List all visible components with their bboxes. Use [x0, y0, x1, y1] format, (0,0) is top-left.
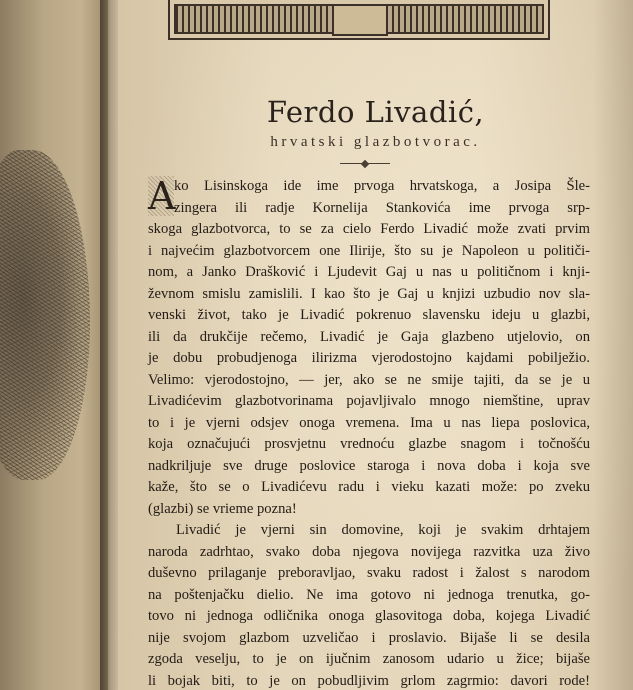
text-line: to i je vjerni odsjev onoga vremena. Ima u nas liepa poslovica, [148, 414, 590, 431]
text-line: zingera ili radje Kornelija Stankovića ime prvoga srp- [174, 199, 590, 216]
text-line: tovo ni jednoga odličnika onoga glasovitoga doba, kojega Livadić [148, 608, 590, 624]
text-line: li bojak biti, to je on pobudljivim grlom zagrmio: davori rode! [148, 672, 590, 689]
text-page [118, 0, 633, 690]
header-ornament [168, 0, 550, 40]
text-line: ili da drukčije rečemo, Livadić je Gaja glazbeno utjelovio, on [148, 328, 590, 345]
text-line: ževnom smislu zamislili. I kao što je Gaj u knjizi uzbudio nov sla- [148, 285, 590, 302]
text-line: i najvećim glazbotvorcem one Ilirije, što su je Napoleon u političi- [148, 242, 590, 259]
text-line: na poštenjačku dielio. Ne ima gotovo ni jednoga trenutka, go- [148, 586, 590, 603]
drop-cap: A [148, 174, 176, 218]
text-line: Livadić je vjerni sin domovine, koji je svakim drhtajem [176, 522, 590, 538]
text-line: (glazbi) se vrieme pozna! [148, 500, 297, 517]
text-line: skoga glazbotvorca, to se za cielo Ferdo Livadić može zvati prvim [148, 221, 590, 237]
paragraph-2 [148, 520, 590, 690]
body-text [148, 176, 590, 690]
chapter-subtitle: hrvatski glazbotvorac. [270, 134, 481, 150]
portrait-engraving [0, 150, 90, 480]
text-line: nije svojom glazbom uzveličao i proslavio. Bijaše li se desila [148, 629, 590, 646]
text-line: koja označujući prosvjetnu vrednoću glazbe snagom i točnošću [148, 436, 590, 452]
text-line: je dobu probudjenoga ilirizma vjerodostojno kajdami pobilježio. [148, 350, 590, 366]
text-line: kaže, što se o Livadićevu radu i vieku kazati može: po zveku [148, 479, 590, 495]
text-line: Velimo: vjerodostojno, — jer, ako se ne smije tajiti, da se je u [148, 371, 590, 388]
title-divider [340, 161, 390, 167]
text-line: zgoda veselju, to je on ijučnim zanosom udario u žice; bijaše [148, 651, 590, 667]
text-line: ko Lisinskoga ide ime prvoga hrvatskoga, a Josipa Šle- [174, 178, 590, 194]
text-line: nom, a Janko Drašković i Ljudevit Gaj u nas u političnom i knji- [148, 264, 590, 280]
paragraph-1 [148, 176, 590, 520]
text-line: Livadićevim glazbotvorinama pojavljivalo mnogo niemštine, uprav [148, 393, 590, 409]
page-shadow [593, 0, 633, 690]
ornament-cartouche [332, 4, 388, 36]
text-line: nadkriljuje sve druge poslovice staroga i nova doba i koja sve [148, 457, 590, 474]
text-line: naroda zadrhtao, svako doba njegova novijega razvitka uza živo [148, 543, 590, 560]
text-line: venski život, tako je Livadić pokrenuo slavensku ideju u glazbi, [148, 307, 590, 323]
chapter-title: Ferdo Livadić, [266, 95, 485, 129]
facing-page [0, 0, 108, 690]
text-line: duševno prilaganje preboravljao, svaku radost i žalost s narodom [148, 565, 590, 581]
